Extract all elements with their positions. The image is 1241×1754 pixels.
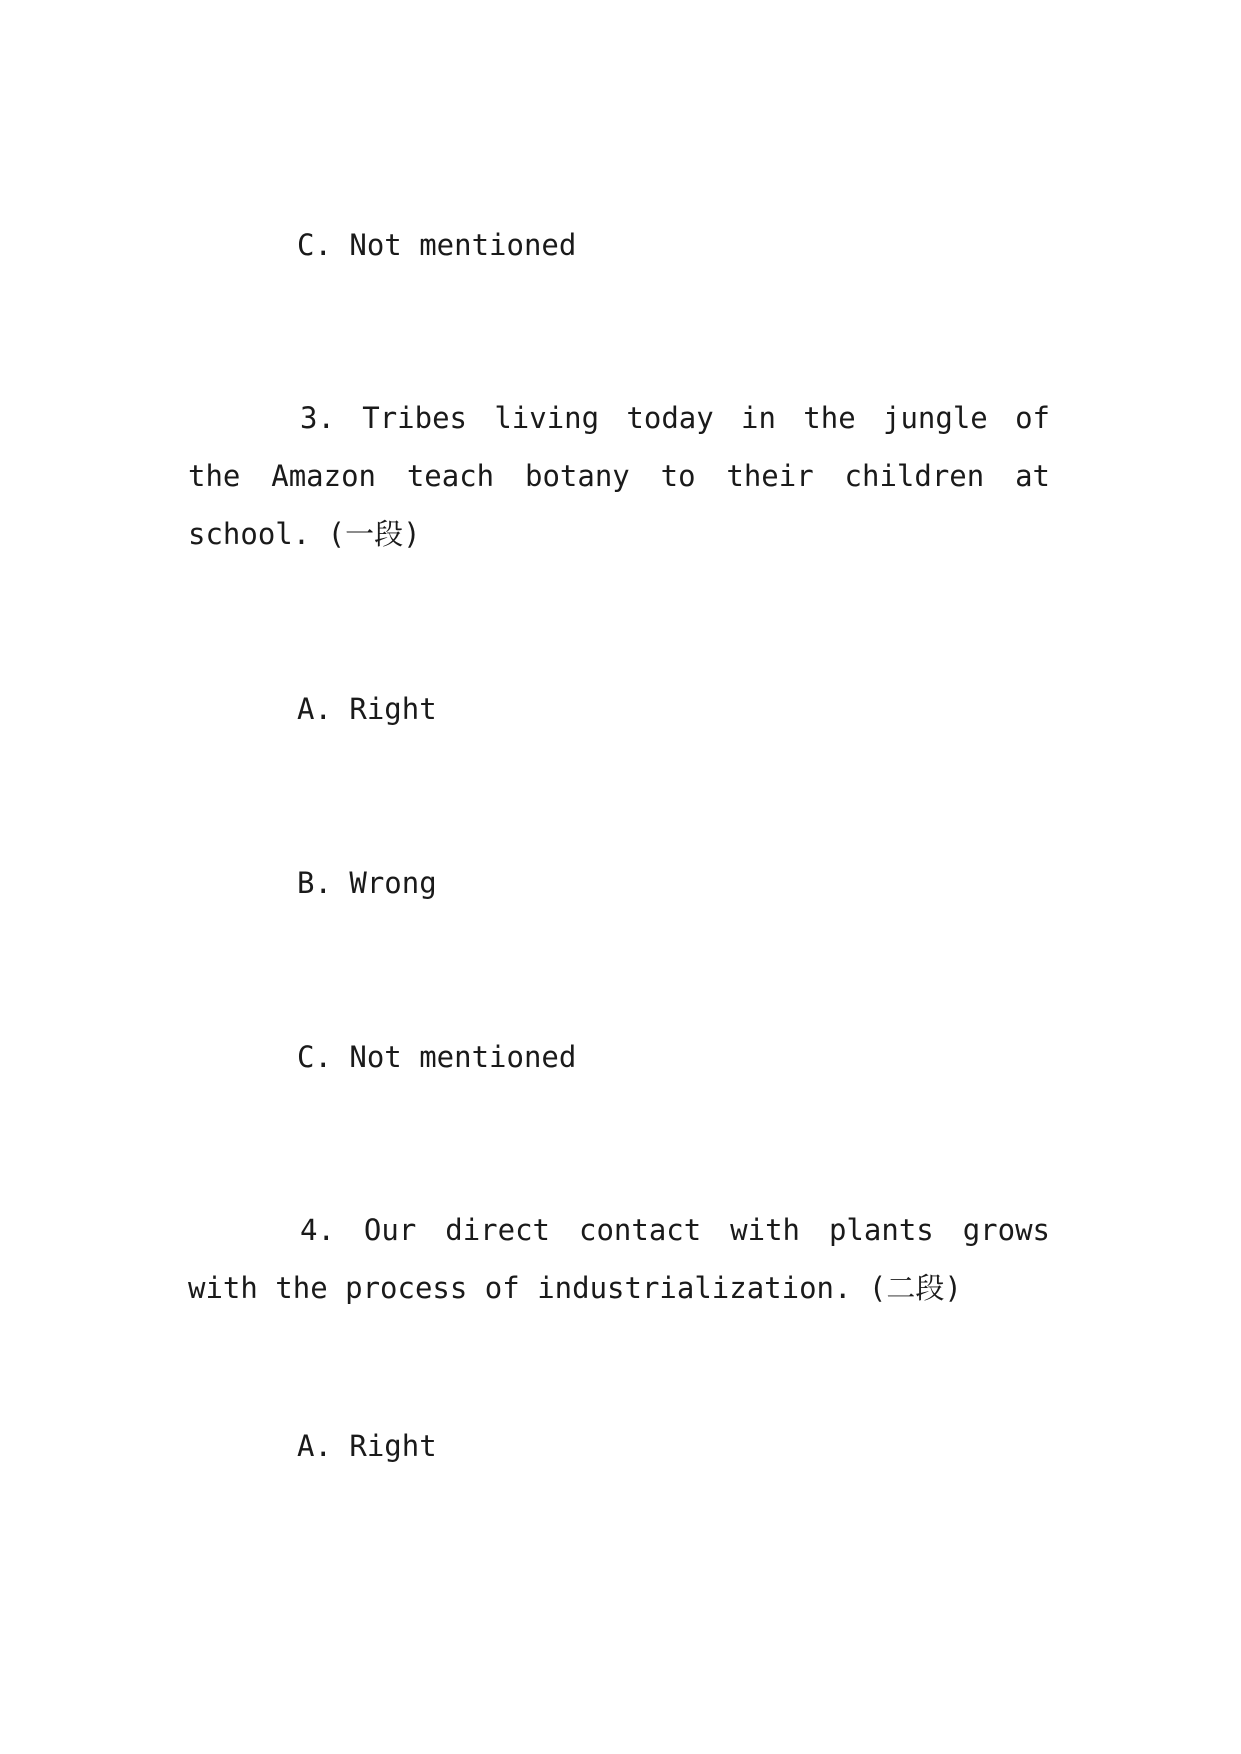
answer-option-a: A. Right [297, 1429, 437, 1463]
answer-option-a: A. Right [297, 692, 437, 726]
answer-option-c: C. Not mentioned [297, 228, 577, 262]
question-text: Tribes living today in the jungle of the Amazon teach botany to their children at school. (一段) [188, 401, 1050, 551]
question-text: Our direct contact with plants grows with the process of industrialization. (二段) [188, 1213, 1050, 1305]
question-number: 3. [300, 401, 335, 435]
question-4 [188, 1201, 1050, 1317]
answer-option-c: C. Not mentioned [297, 1040, 577, 1074]
question-3 [188, 389, 1050, 563]
answer-option-b: B. Wrong [297, 866, 437, 900]
question-number: 4. [300, 1213, 335, 1247]
